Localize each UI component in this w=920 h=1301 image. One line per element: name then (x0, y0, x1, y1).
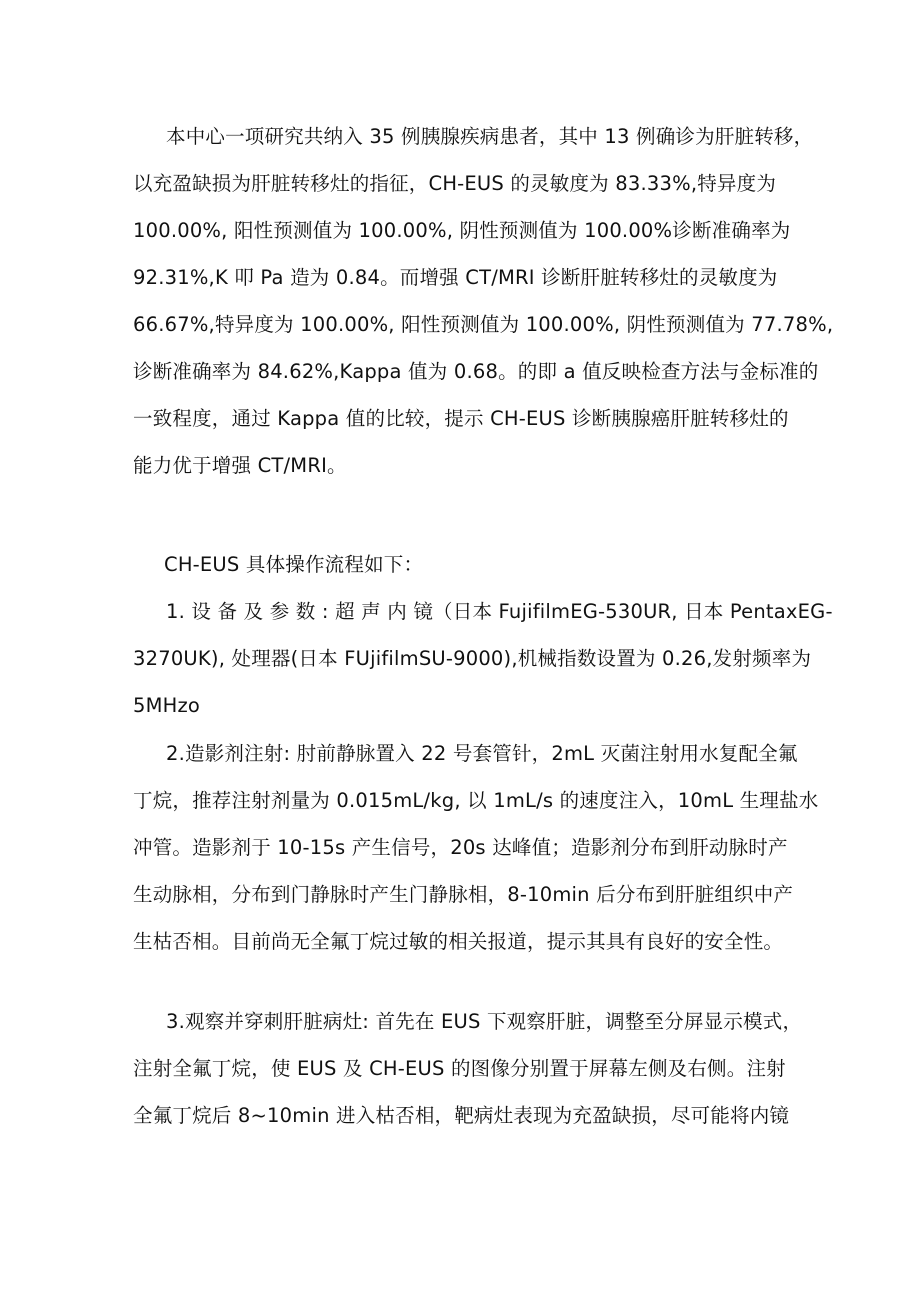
item-3-line-2: 注射全氟丁烷，使 EUS 及 CH-EUS 的图像分别置于屏幕左侧及右侧。注射 (133, 1057, 786, 1080)
item-1-line-1: 1. 设 备 及 参 数 : 超 声 内 镜（日本 FujifilmEG-530UR, 日本 PentaxEG- (166, 600, 833, 623)
item-3-line-1: 3.观察并穿刺肝脏病灶: 首先在 EUS 下观察肝脏，调整至分屏显示模式， (166, 1010, 803, 1033)
item-3-line-3: 全氟丁烷后 8~10min 进入枯否相，靶病灶表现为充盈缺损，尽可能将内镜 (133, 1104, 790, 1127)
paragraph-1-line-7: 一致程度，通过 Kappa 值的比较，提示 CH-EUS 诊断胰腺癌肝脏转移灶的 (133, 407, 789, 430)
item-2-line-5: 生枯否相。目前尚无全氟丁烷过敏的相关报道，提示其具有良好的安全性。 (133, 930, 784, 953)
paragraph-1-line-8: 能力优于增强 CT/MRI。 (133, 454, 347, 477)
paragraph-1-line-2: 以充盈缺损为肝脏转移灶的指征，CH-EUS 的灵敏度为 83.33%,特异度为 (133, 172, 777, 195)
item-1-line-2: 3270UK), 处理器(日本 FUjifilmSU-9000),机械指数设置为 0.26,发射频率为 (133, 647, 812, 670)
paragraph-1-line-4: 92.31%,K 叩 Pa 造为 0.84。而增强 CT/MRI 诊断肝脏转移灶的灵敏度为 (133, 266, 778, 289)
item-2-line-2: 丁烷，推荐注射剂量为 0.015mL/kg, 以 1mL/s 的速度注入，10mL 生理盐水 (133, 789, 819, 812)
item-2-line-1: 2.造影剂注射: 肘前静脉置入 22 号套管针，2mL 灭菌注射用水复配全氟 (166, 742, 798, 765)
item-1-line-3: 5MHzo (133, 694, 201, 717)
item-2-line-4: 生动脉相，分布到门静脉时产生门静脉相，8-10min 后分布到肝脏组织中产 (133, 883, 794, 906)
paragraph-1-line-6: 诊断准确率为 84.62%,Kappa 值为 0.68。的即 a 值反映检查方法与金标准的 (133, 360, 819, 383)
paragraph-1-line-3: 100.00%, 阳性预测值为 100.00%, 阴性预测值为 100.00%诊断准确率为 (133, 219, 791, 242)
item-2-line-3: 冲管。造影剂于 10-15s 产生信号，20s 达峰值；造影剂分布到肝动脉时产 (133, 836, 788, 859)
paragraph-1-line-5: 66.67%,特异度为 100.00%, 阳性预测值为 100.00%, 阴性预测值为 77.78%, (133, 313, 834, 336)
paragraph-1-line-1: 本中心一项研究共纳入 35 例胰腺疾病患者，其中 13 例确诊为肝脏转移， (166, 125, 814, 148)
section-heading: CH-EUS 具体操作流程如下： (164, 553, 424, 576)
